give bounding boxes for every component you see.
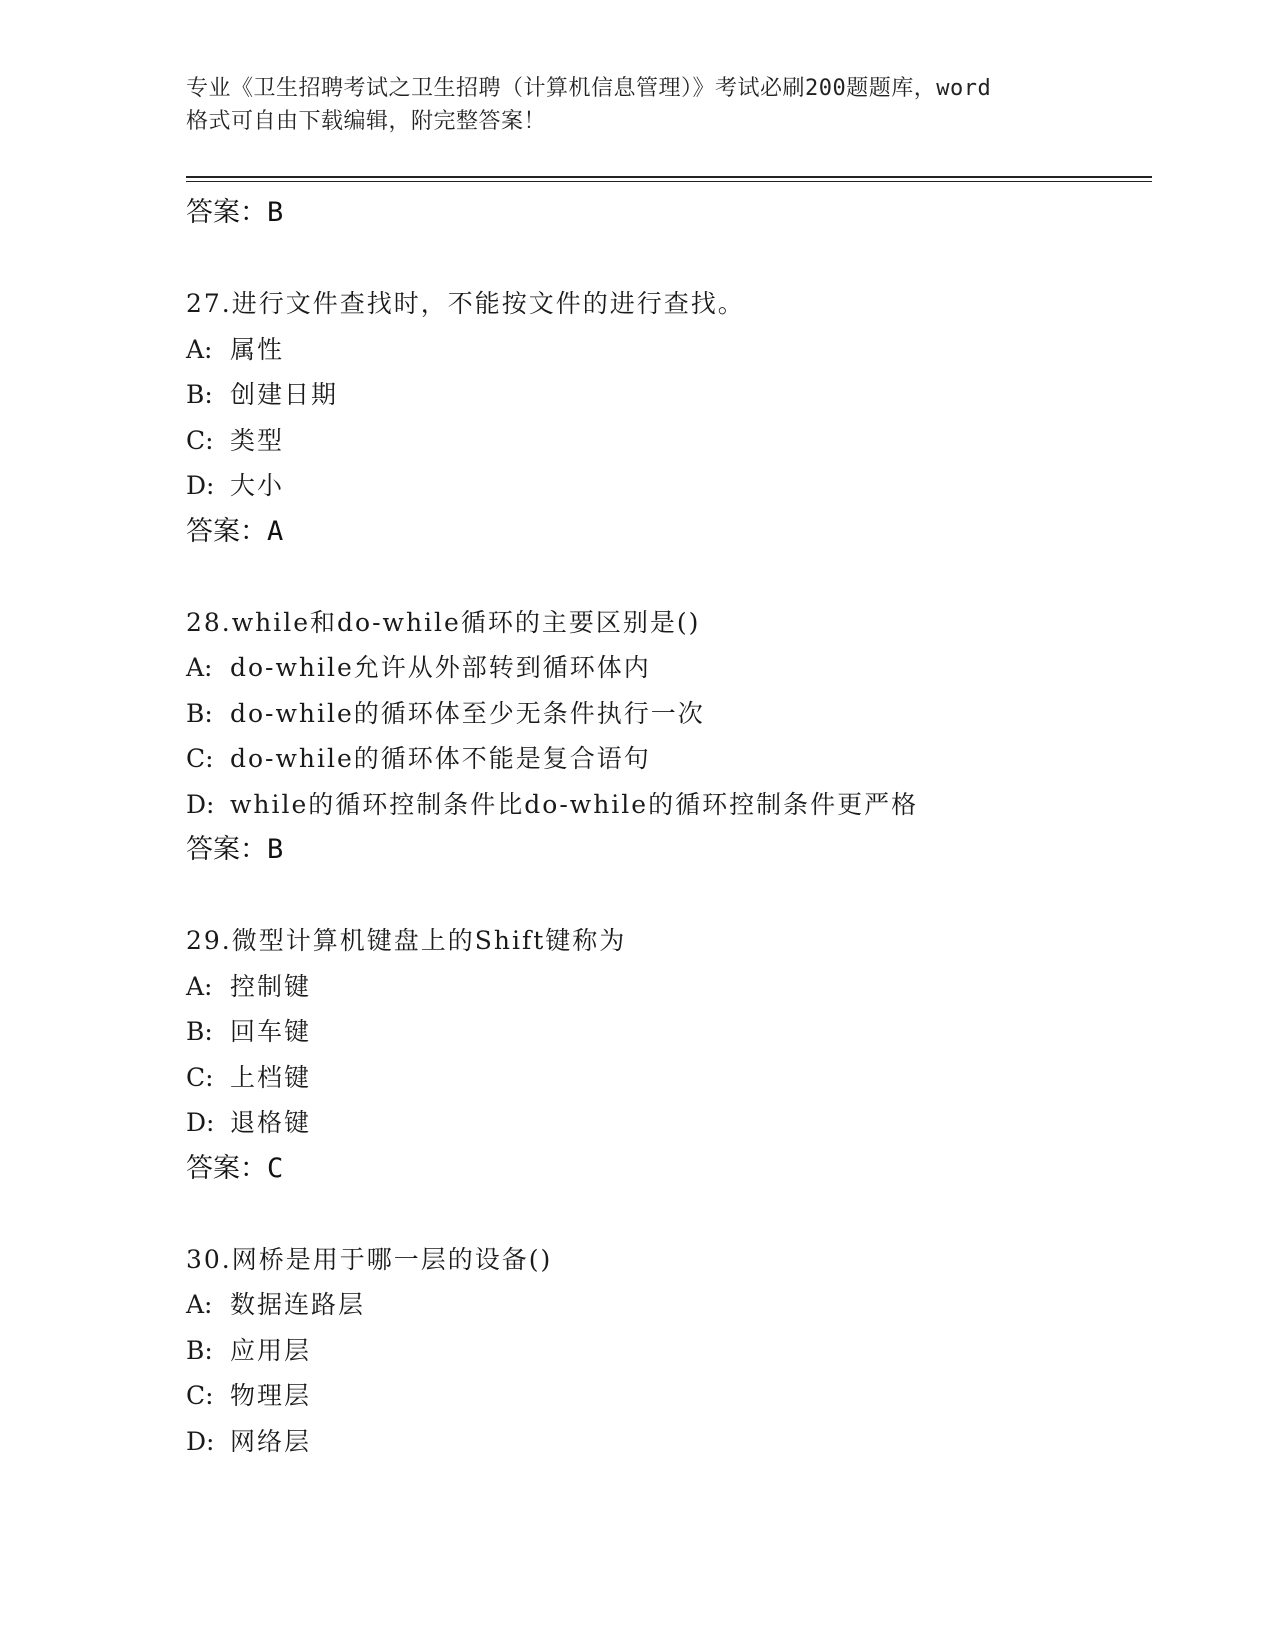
option-text: 创建日期 bbox=[230, 380, 339, 409]
answer-option bbox=[186, 782, 1152, 828]
question-block bbox=[186, 281, 1152, 554]
question-block bbox=[186, 1237, 1152, 1465]
answer-option bbox=[186, 1009, 1152, 1055]
option-text: 物理层 bbox=[230, 1381, 312, 1410]
option-text: do-while的循环体至少无条件执行一次 bbox=[230, 698, 705, 728]
question-block bbox=[186, 600, 1152, 873]
option-letter: D: bbox=[186, 1426, 215, 1456]
option-letter: B: bbox=[186, 698, 213, 728]
option-text: 类型 bbox=[230, 425, 285, 455]
option-letter: C: bbox=[186, 1062, 214, 1092]
answer-option bbox=[186, 418, 1152, 464]
option-letter: C: bbox=[186, 1381, 214, 1410]
answer-line: 答案：B bbox=[186, 197, 284, 228]
option-text: 大小 bbox=[230, 471, 285, 500]
option-text: 回车键 bbox=[230, 1017, 312, 1046]
question-content bbox=[186, 190, 1152, 1464]
answer-line: 答案：C bbox=[186, 1152, 284, 1184]
answer-option bbox=[186, 1282, 1152, 1328]
answer-option bbox=[186, 1055, 1152, 1101]
header-title-line-2: 格式可自由下载编辑，附完整答案！ bbox=[186, 109, 547, 134]
option-text: 应用层 bbox=[230, 1335, 312, 1365]
option-text: do-while允许从外部转到循环体内 bbox=[230, 653, 651, 682]
option-text: while的循环控制条件比do-while的循环控制条件更严格 bbox=[230, 789, 919, 819]
question-stem: 27.进行文件查找时，不能按文件的进行查找。 bbox=[186, 289, 745, 318]
answer-option bbox=[186, 1419, 1152, 1465]
answer-option bbox=[186, 645, 1152, 691]
option-text: 网络层 bbox=[230, 1426, 312, 1456]
question-spacer bbox=[186, 1191, 1152, 1237]
option-letter: A: bbox=[186, 1290, 213, 1319]
option-text: 上档键 bbox=[230, 1062, 312, 1092]
answer-option bbox=[186, 463, 1152, 509]
option-text: 控制键 bbox=[230, 971, 312, 1001]
option-letter: C: bbox=[186, 425, 214, 455]
answer-option bbox=[186, 372, 1152, 418]
option-letter: B: bbox=[186, 1017, 213, 1046]
question-spacer bbox=[186, 554, 1152, 600]
option-text: 属性 bbox=[230, 334, 285, 364]
option-letter: A: bbox=[186, 971, 213, 1001]
answer-option bbox=[186, 736, 1152, 782]
option-letter: D: bbox=[186, 1108, 215, 1137]
answer-option bbox=[186, 1100, 1152, 1146]
header-title-line-1: 专业《卫生招聘考试之卫生招聘（计算机信息管理）》考试必刷200题题库，word bbox=[186, 76, 992, 101]
answer-option bbox=[186, 964, 1152, 1010]
question-spacer bbox=[186, 872, 1152, 918]
option-text: 数据连路层 bbox=[230, 1290, 366, 1319]
questions-list bbox=[186, 235, 1152, 1464]
answer-option bbox=[186, 691, 1152, 737]
question-spacer bbox=[186, 235, 1152, 281]
option-letter: B: bbox=[186, 1335, 213, 1365]
header-divider-thin bbox=[186, 181, 1152, 182]
answer-option bbox=[186, 1328, 1152, 1374]
answer-line: 答案：B bbox=[186, 834, 284, 865]
question-stem: 29.微型计算机键盘上的Shift键称为 bbox=[186, 926, 627, 955]
option-letter: C: bbox=[186, 744, 214, 773]
option-letter: D: bbox=[186, 789, 215, 819]
header-divider-thick bbox=[186, 176, 1152, 178]
answer-line: 答案：A bbox=[186, 515, 284, 547]
option-text: 退格键 bbox=[230, 1108, 312, 1137]
question-stem: 30.网桥是用于哪一层的设备() bbox=[186, 1244, 553, 1274]
document-header bbox=[186, 72, 1086, 138]
answer-option bbox=[186, 327, 1152, 373]
option-letter: D: bbox=[186, 471, 215, 500]
option-text: do-while的循环体不能是复合语句 bbox=[230, 744, 651, 773]
answer-option bbox=[186, 1373, 1152, 1419]
question-block bbox=[186, 918, 1152, 1191]
option-letter: A: bbox=[186, 334, 213, 364]
option-letter: B: bbox=[186, 380, 213, 409]
option-letter: A: bbox=[186, 653, 213, 682]
question-stem: 28.while和do-while循环的主要区别是() bbox=[186, 607, 701, 637]
